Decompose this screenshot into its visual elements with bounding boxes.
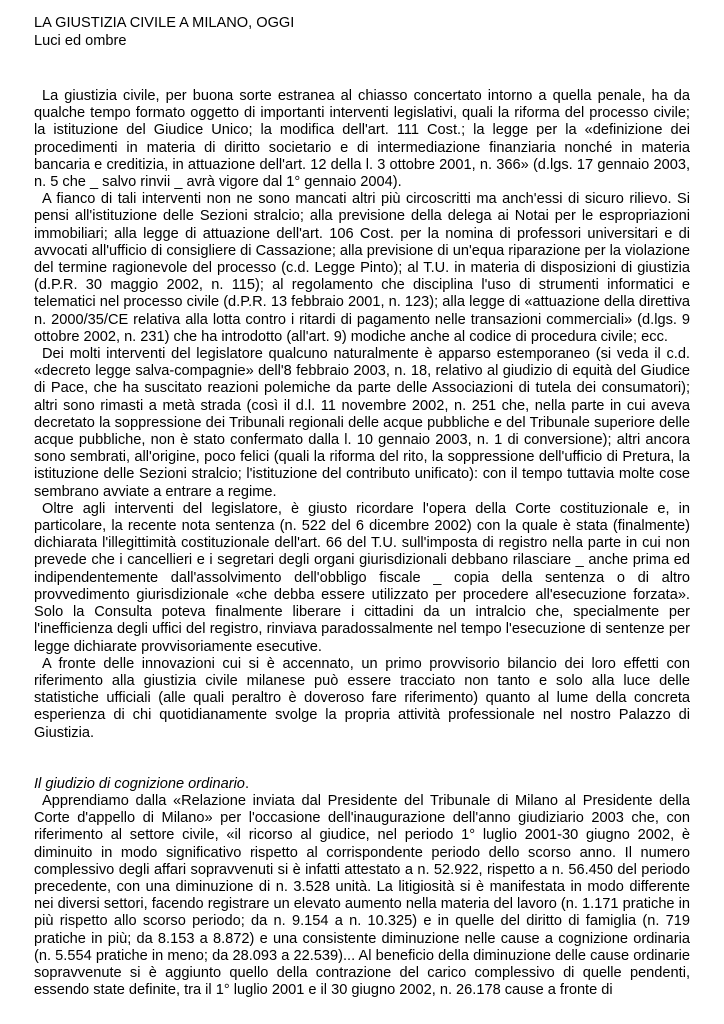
paragraph: Dei molti interventi del legislatore qualcuno naturalmente è apparso estemporaneo (si veda il c.d. «decreto legge salva-compagnie» dell'8 febbraio 2003, n. 18, relativo al giudizio di equità del Giudice di Pace, che ha suscitato reazioni polemiche da parte delle Associazioni di tutela dei consumatori); altri sono rimasti a metà strada (così il d.l. 11 novembre 2002, n. 251 che, nella parte in cui aveva decretato la soppressione dei Tribunali regionali delle acque pubbliche e del Tribunale superiore delle acque pubbliche, non è stato confermato dalla l. 10 gennaio 2003, n. 1 di conversione); altri ancora sono sembrati, all'origine, poco felici (quali la riforma del rito, la soppressione dell'ufficio di Pretura, la istituzione delle Sezioni stralcio; l'istituzione del contributo unificato): con il tempo tuttavia molte cose sembrano avviate a entrare a regime. [34,346,690,500]
section-body [34,793,690,999]
section-title-period: . [244,775,249,792]
document-page [34,14,690,999]
document-body [34,88,690,742]
document-title: LA GIUSTIZIA CIVILE A MILANO, OGGI [34,15,295,31]
section-heading [34,776,690,793]
section-title: Il giudizio di cognizione ordinario [34,775,245,792]
document-subtitle: Luci ed ombre [34,33,127,49]
paragraph: Apprendiamo dalla «Relazione inviata dal Presidente del Tribunale di Milano al Presidente della Corte d'appello di Milano» per l'occasione dell'inaugurazione dell'anno giudiziario 2003 che, con riferimento al settore civile, «il ricorso al giudice, nel periodo 1° luglio 2001-30 giugno 2002, è diminuito in modo significativo rispetto al corrispondente periodo dello scorso anno. Il numero complessivo degli affari sopravvenuti si è infatti attestato a n. 52.922, rispetto a n. 56.450 del periodo precedente, con una diminuzione di n. 3.528 unità. La litigiosità si è manifestata in modo differente nei diversi settori, facendo registrare un elevato aumento nella materia del lavoro (n. 1.171 pratiche in più rispetto allo scorso periodo; da n. 9.154 a n. 10.325) e in quelle del diritto di famiglia (n. 719 pratiche in più; da 8.153 a 8.872) e una consistente diminuzione nelle cause a cognizione ordinaria (n. 5.554 pratiche in meno; da 28.093 a 22.539)... Al beneficio della diminuzione delle cause ordinarie sopravvenute si è aggiunto quello della contrazione del carico complessivo di quelle pendenti, essendo state definite, tra il 1° luglio 2001 e il 30 giugno 2002, n. 26.178 cause a fronte di [34,792,690,999]
paragraph: A fronte delle innovazioni cui si è accennato, un primo provvisorio bilancio dei loro effetti con riferimento alla giustizia civile milanese può essere tracciato non tanto e solo alla luce delle statistiche ufficiali (alle quali peraltro è doveroso fare riferimento) quanto al lume della concreta esperienza di chi quotidianamente svolge la propria attività professionale nel nostro Palazzo di Giustizia. [34,655,690,741]
paragraph: Oltre agli interventi del legislatore, è giusto ricordare l'opera della Corte costituzionale e, in particolare, la recente nota sentenza (n. 522 del 6 dicembre 2002) con la quale è stata (finalmente) dichiarata l'illegittimità costituzionale dell'art. 66 del T.U. sull'imposta di registro nella parte in cui non prevede che i cancellieri e i segretari degli organi giurisdizionali debbano rilasciare _ anche prima ed indipendentemente dall'assolvimento dell'obbligo fiscale _ copia della sentenza o di altro provvedimento giurisdizionale «che debba essere utilizzato per procedere all'esecuzione forzata». Solo la Consulta poteva finalmente liberare i cittadini da un intralcio che, specialmente per l'inefficienza degli uffici del registro, rinviava paradossalmente nel tempo l'esecuzione di sentenze per legge dichiarate provvisoriamente esecutive. [34,500,690,655]
paragraph: La giustizia civile, per buona sorte estranea al chiasso concertato intorno a quella penale, ha da qualche tempo formato oggetto di importanti interventi legislativi, quali la riforma del processo civile; la istituzione del Giudice Unico; la modifica dell'art. 111 Cost.; la legge per la «definizione dei procedimenti in materia di diritto societario e di intermediazione finanziaria nonché in materia bancaria e creditizia, in attuazione dell'art. 12 della l. 3 ottobre 2001, n. 366» (d.lgs. 17 gennaio 2003, n. 5 che _ salvo rinvii _ avrà vigore dal 1° gennaio 2004). [34,88,690,191]
paragraph: A fianco di tali interventi non ne sono mancati altri più circoscritti ma anch'essi di sicuro rilievo. Si pensi all'istituzione delle Sezioni stralcio; alla previsione della delega ai Notai per le espropriazioni immobiliari; alla legge di attuazione dell'art. 106 Cost. per la nomina di professori universitari e di avvocati all'ufficio di consigliere di Cassazione; alla previsione di un'equa riparazione per la violazione del termine ragionevole del processo (c.d. Legge Pinto); al T.U. in materia di disposizioni di giustizia (d.P.R. 30 maggio 2002, n. 115); al regolamento che disciplina l'uso di strumenti informatici e telematici nel processo civile (d.P.R. 13 febbraio 2001, n. 123); alla legge di «attuazione della direttiva n. 2000/35/CE relativa alla lotta contro i ritardi di pagamento nelle transazioni commerciali» (d.lgs. 9 ottobre 2002, n. 231) che ha introdotto (all'art. 9) modiche anche al codice di procedura civile; ecc. [34,191,690,345]
